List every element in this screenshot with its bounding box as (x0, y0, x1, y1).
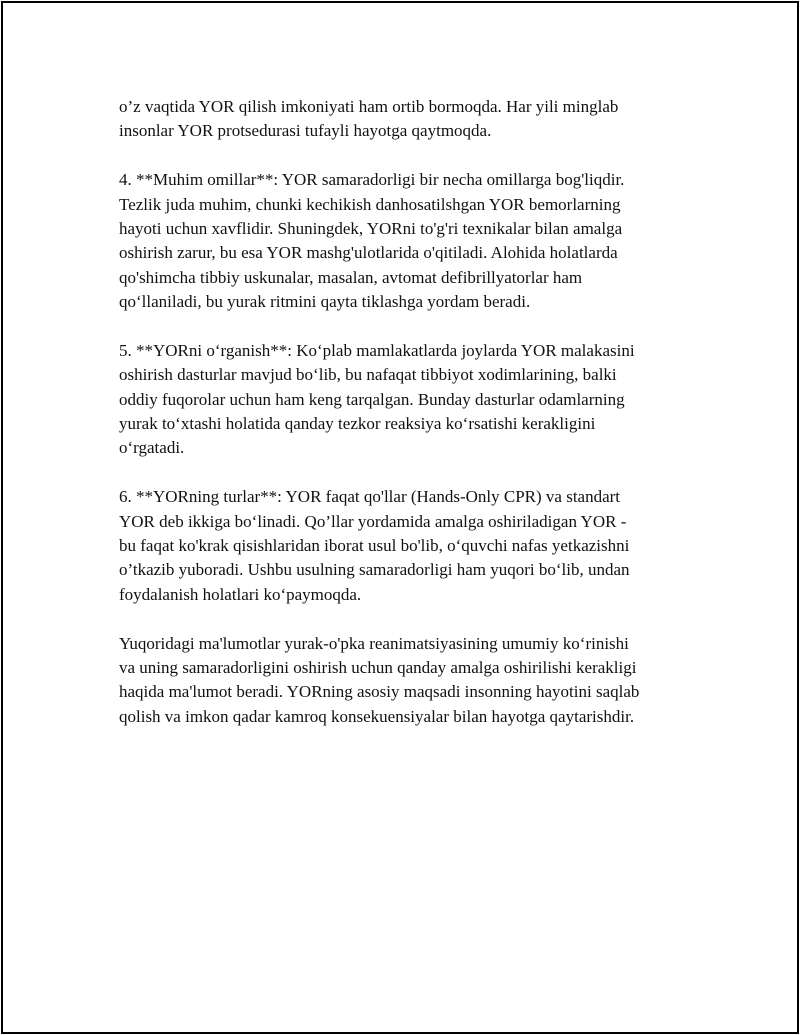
paragraph-muhim-omillar (119, 168, 699, 314)
paragraph-conclusion (119, 632, 699, 730)
text-line: oshirish zarur, bu esa YOR mashg'ulotlarida o'qitiladi. Alohida holatlarda (119, 243, 618, 263)
text-line: yurak to‘xtashi holatida qanday tezkor reaksiya ko‘rsatishi kerakligini (119, 414, 596, 434)
text-line: o’z vaqtida YOR qilish imkoniyati ham ortib bormoqda. Har yili minglab (119, 97, 619, 116)
text-line: 4. **Muhim omillar**: YOR samaradorligi bir necha omillarga bog'liqdir. (119, 170, 625, 190)
text-line: 5. **YORni o‘rganish**: Ko‘plab mamlakatlarda joylarda YOR malakasini (119, 340, 635, 360)
paragraph-yorni-organish (119, 339, 699, 461)
text-line: qolish va imkon qadar kamroq konsekuensiyalar bilan hayotga qaytarishdir. (119, 706, 635, 726)
text-line: hayoti uchun xavflidir. Shuningdek, YORni to'g'ri texnikalar bilan amalga (119, 218, 623, 238)
document-body (119, 95, 699, 729)
paragraph-intro (119, 95, 699, 144)
text-line: bu faqat ko'krak qisishlaridan iborat usul bo'lib, o‘quvchi nafas yetkazishni (119, 536, 630, 556)
text-line: oshirish dasturlar mavjud bo‘lib, bu nafaqat tibbiyot xodimlarining, balki (119, 365, 617, 385)
text-line: foydalanish holatlari ko‘paymoqda. (119, 584, 362, 604)
text-line: va uning samaradorligini oshirish uchun qanday amalga oshirilishi kerakligi (119, 657, 637, 677)
text-line: haqida ma'lumot beradi. YORning asosiy maqsadi insonning hayotini saqlab (119, 682, 640, 702)
text-line: insonlar YOR protsedurasi tufayli hayotga qaytmoqda. (119, 121, 492, 141)
text-line: Tezlik juda muhim, chunki kechikish danhosatilshgan YOR bemorlarning (119, 194, 621, 214)
text-line: YOR deb ikkiga bo‘linadi. Qo’llar yordamida amalga oshiriladigan YOR - (119, 511, 627, 531)
text-line: oddiy fuqorolar uchun ham keng tarqalgan. Bunday dasturlar odamlarning (119, 389, 625, 409)
text-line: qo‘llaniladi, bu yurak ritmini qayta tiklashga yordam beradi. (119, 292, 531, 312)
text-line: o‘rgatadi. (119, 438, 185, 458)
text-line: 6. **YORning turlar**: YOR faqat qo'llar (Hands-Only CPR) va standart (119, 487, 621, 507)
paragraph-yorning-turlar (119, 485, 699, 607)
document-page (1, 1, 799, 1034)
text-line: qo'shimcha tibbiy uskunalar, masalan, avtomat defibrillyatorlar ham (119, 267, 583, 287)
text-line: o’tkazib yuboradi. Ushbu usulning samaradorligi ham yuqori bo‘lib, undan (119, 560, 630, 580)
text-line: Yuqoridagi ma'lumotlar yurak-o'pka reanimatsiyasining umumiy ko‘rinishi (119, 633, 629, 653)
